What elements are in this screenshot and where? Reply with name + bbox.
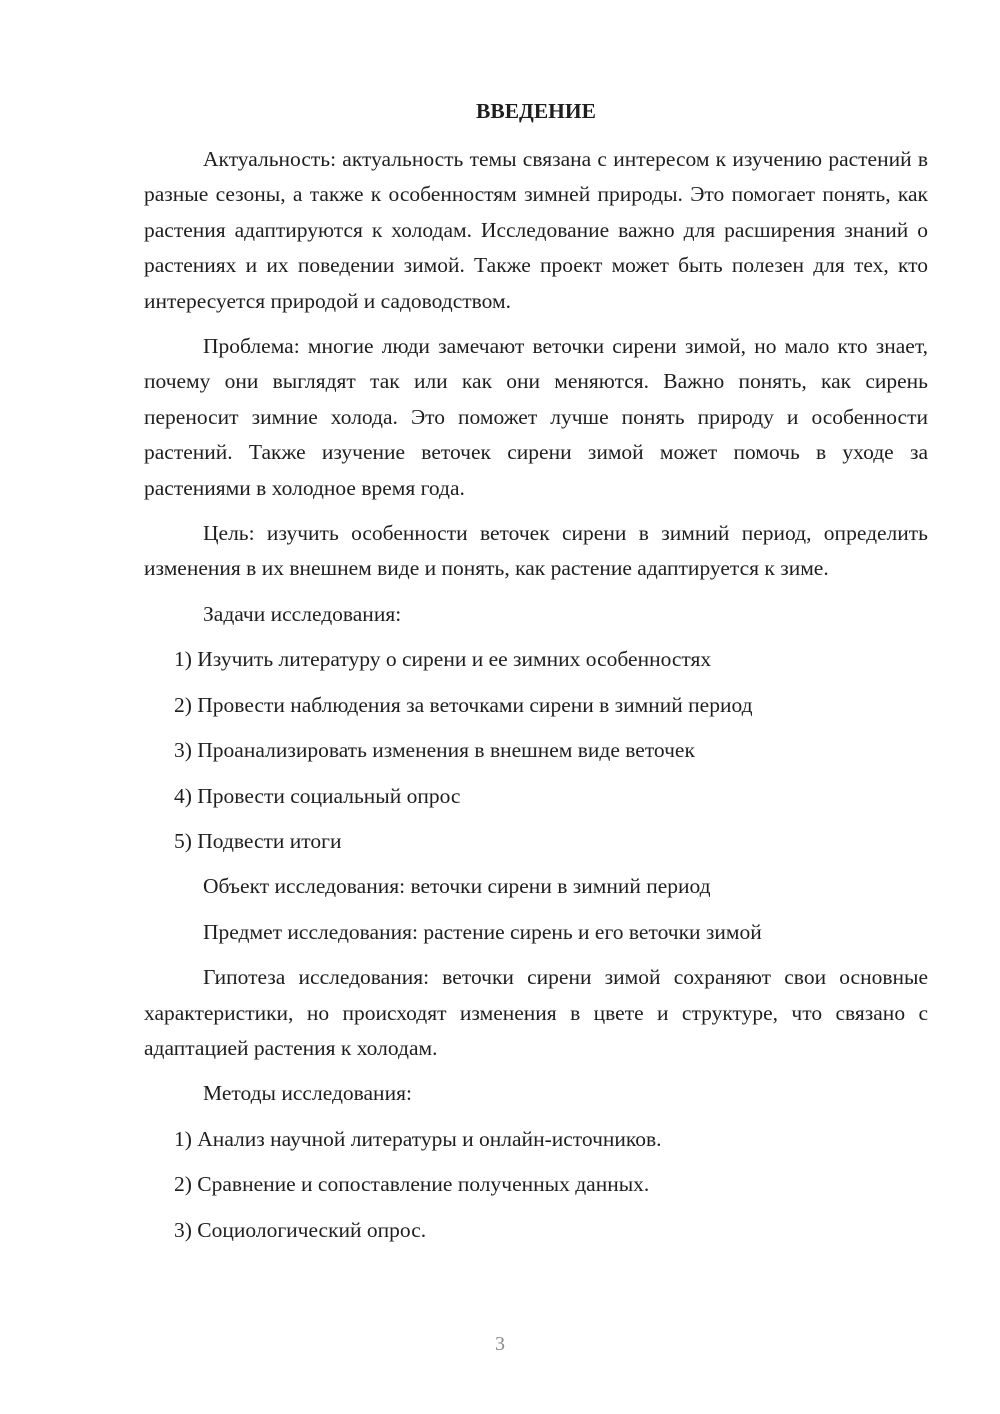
task-item: 1) Изучить литературу о сирени и ее зимних особенностях xyxy=(174,647,712,672)
page-title: ВВЕДЕНИЕ xyxy=(476,99,596,123)
task-item: 4) Провести социальный опрос xyxy=(174,783,461,808)
research-object: Объект исследования: веточки сирени в зимний период xyxy=(203,874,711,899)
goal-paragraph: Цель: изучить особенности веточек сирени в зимний период, определить изменения в их внешнем виде и понять, как растение адаптируется к зиме. xyxy=(144,521,928,581)
method-item: 1) Анализ научной литературы и онлайн-источников. xyxy=(174,1126,662,1151)
hypothesis-paragraph: Гипотеза исследования: веточки сирени зимой сохраняют свои основные характеристики, но происходят изменения в цвете и структуре, что связано с адаптацией растения к холодам. xyxy=(144,965,928,1060)
methods-list xyxy=(144,1122,928,1248)
relevance-paragraph: Актуальность: актуальность темы связана с интересом к изучению растений в разные сезоны, а также к особенностям зимней природы. Это помогает понять, как растения адаптируются к холодам. Исследование важно для расширения знаний о растениях и их поведении зимой. Также проект может быть полезен для тех, кто интересуется природой и садоводством. xyxy=(144,147,928,313)
task-item: 2) Провести наблюдения за веточками сирени в зимний период xyxy=(174,692,753,717)
task-item: 3) Проанализировать изменения в внешнем виде веточек xyxy=(174,738,695,763)
method-item: 3) Социологический опрос. xyxy=(174,1217,427,1242)
tasks-list xyxy=(144,642,928,859)
method-item: 2) Сравнение и сопоставление полученных данных. xyxy=(174,1172,650,1197)
research-subject: Предмет исследования: растение сирень и его веточки зимой xyxy=(203,919,762,944)
document-body xyxy=(144,96,928,1258)
methods-heading: Методы исследования: xyxy=(203,1081,412,1106)
page-number: 3 xyxy=(495,1333,505,1355)
task-item: 5) Подвести итоги xyxy=(174,828,342,853)
problem-paragraph: Проблема: многие люди замечают веточки сирени зимой, но мало кто знает, почему они выглядят так или как они меняются. Важно понять, как сирень переносит зимние холода. Это поможет лучше понять природу и особенности растений. Также изучение веточек сирени зимой может помочь в уходе за растениями в холодное время года. xyxy=(144,334,928,500)
tasks-heading: Задачи исследования: xyxy=(203,601,402,626)
